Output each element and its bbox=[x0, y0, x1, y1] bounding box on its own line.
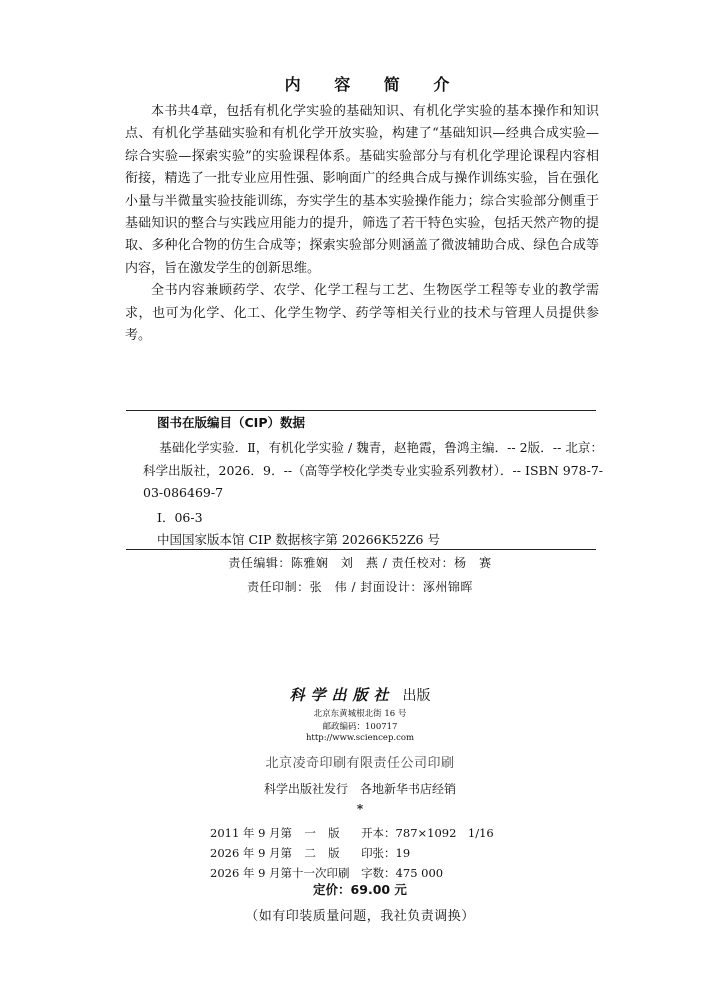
separator-star: * bbox=[356, 802, 364, 816]
publisher-logo: 科学出版社 bbox=[289, 686, 395, 704]
edition-date: 2011 年 9 月第 bbox=[210, 826, 293, 840]
edition-spec: 开本：787×1092 1/16 bbox=[361, 826, 494, 840]
edition-table bbox=[210, 823, 521, 883]
quality-notice: （如有印装质量问题，我社负责调换） bbox=[245, 909, 475, 924]
intro-paragraph: 本书共4章，包括有机化学实验的基础知识、有机化学实验的基本操作和知识点、有机化学基础实验和有机化学开放实验，构建了“基础知识—经典合成实验—综合实验—探索实验”的实验课程体系。基础实验部分与有机化学理论课程内容相衔接，精选了一批专业应用性强、影响面广的经典合成与操作训练实验，旨在强化小量与半微量实验技能训练，夯实学生的基本实验操作能力；综合实验部分侧重于基础知识的整合与实践应用能力的提升，筛选了若干特色实验，包括天然产物的提取、多种化合物的仿生合成等；探索实验部分则涵盖了微波辅助合成、绿色合成等内容，旨在激发学生的创新思维。 bbox=[125, 104, 599, 276]
cip-top-divider bbox=[126, 410, 596, 411]
edition-date: 2026 年 9 月第十一次印刷 bbox=[210, 866, 350, 880]
edition-type: 版 bbox=[328, 846, 340, 860]
cip-record-text: 基础化学实验．Ⅱ，有机化学实验 / 魏青，赵艳霞，鲁鸿主编．-- 2版．-- 北京：科学出版社，2026．9．--（高等学校化学类专业实验系列教材）．-- ISBN 978-7-03-086469-7 bbox=[143, 440, 603, 500]
publisher-address: 北京东黄城根北街 16 号 bbox=[313, 709, 407, 719]
cip-classification: Ⅰ．06-3 bbox=[157, 510, 203, 525]
edition-spec: 印张：19 bbox=[361, 846, 411, 860]
edition-ordinal: 二 bbox=[304, 846, 316, 860]
cip-bottom-divider bbox=[126, 549, 596, 550]
distribution-line: 科学出版社发行 各地新华书店经销 bbox=[263, 782, 456, 796]
price: 定价：69.00 元 bbox=[313, 882, 407, 897]
cip-record bbox=[143, 437, 603, 505]
publisher-website: http://www.sciencep.com bbox=[305, 733, 415, 743]
staff-credits-production: 责任印制：张 伟 / 封面设计：涿州锦晖 bbox=[247, 580, 473, 594]
intro-text bbox=[125, 101, 599, 347]
cip-heading: 图书在版编目（CIP）数据 bbox=[157, 415, 305, 430]
edition-ordinal: 一 bbox=[304, 826, 316, 840]
edition-date: 2026 年 9 月第 bbox=[210, 846, 293, 860]
edition-row bbox=[210, 843, 521, 863]
edition-type: 版 bbox=[328, 826, 340, 840]
intro-title: 内 容 简 介 bbox=[284, 75, 464, 94]
intro-paragraph: 全书内容兼顾药学、农学、化学工程与工艺、生物医学工程等专业的教学需求，也可为化学、化工、化学生物学、药学等相关行业的技术与管理人员提供参考。 bbox=[125, 283, 599, 344]
publisher-suffix: 出版 bbox=[402, 688, 431, 704]
staff-credits-editors: 责任编辑：陈雅娴 刘 燕 / 责任校对：杨 赛 bbox=[228, 556, 492, 570]
publisher-line bbox=[0, 684, 720, 705]
publisher-postcode: 邮政编码：100717 bbox=[322, 722, 398, 732]
edition-spec: 字数：475 000 bbox=[361, 866, 444, 880]
edition-row bbox=[210, 823, 521, 843]
cip-library-record: 中国国家版本馆 CIP 数据核字第 20266K52Z6 号 bbox=[157, 532, 440, 547]
printer-name: 北京凌奇印刷有限责任公司印刷 bbox=[265, 756, 455, 771]
